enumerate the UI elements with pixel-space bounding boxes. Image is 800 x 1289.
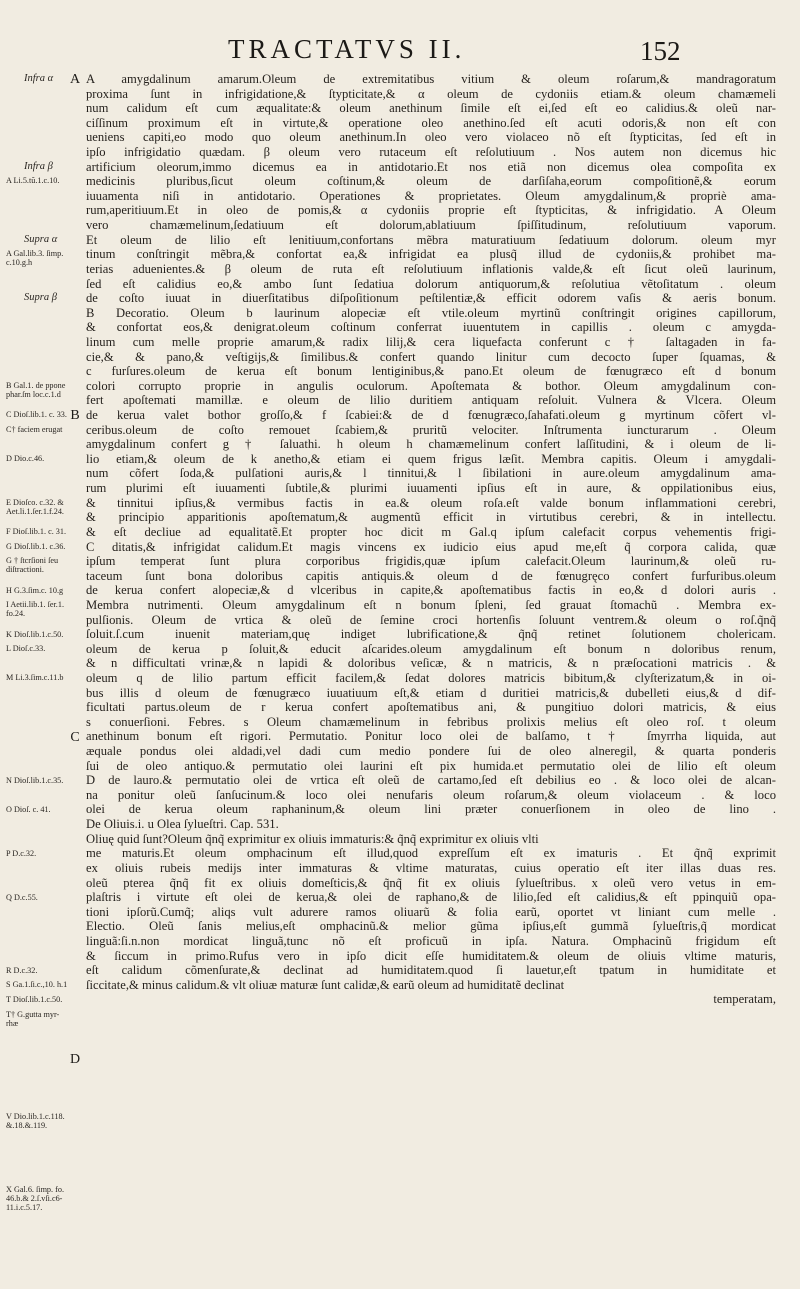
margin-note: F Dioſ.lib.1. c. 31. — [6, 527, 67, 537]
text-line: eſt calidum cõmenſurate,& declinat ad humiditatem.quod ſi lauetur,eſt tpatum in humiditate et — [86, 963, 776, 978]
text-line: num calidum eſt cum æqualitate:& oleum anethinum ſimile eſt ei,ſed eſt eo calidius.& oleũ nar- — [86, 101, 776, 116]
text-line: ficultati partus.oleum de r kerua confert apoſtematibus ani, & pungitiuo dolori matricis, & eius — [86, 700, 776, 715]
text-line: linguã:ſi.n.non mordicat linguã,tunc nõ eſt proficuũ in ipſa. Natura. Omphacinũ frigidum eſt — [86, 933, 776, 948]
text-line: & confortat eos,& denigrat.oleum coſtinum conferrat iuuentutem in capillis . oleum c amygda- — [86, 320, 776, 335]
text-line: æquale pondus olei aldadi,vel dadi cum medio pondere ſui de oleo alneregil, & quarta ponderis — [86, 744, 776, 759]
text-line: medicinis pluribus,ſicut oleum coſtinum,& oleum de darſiſaha,eorum compoſitionẽ,& eorum — [86, 174, 776, 189]
margin-note: T Dioſ.lib.1.c.50. — [6, 995, 63, 1005]
text-line: ipſo infrigidatio quædam. β oleum vero rutaceum eſt reſolutiuum . Nos autem non dicemus hic — [86, 145, 776, 160]
text-line: Electio. Oleũ ſanis melius,eſt omphacinũ.& melior gũma ipſius,eſt gummã ſylueſtris,q̃ mordicat — [86, 919, 776, 934]
margin-note: P D.c.32. — [6, 848, 37, 858]
section-letter: C — [70, 729, 80, 745]
page-header — [0, 28, 800, 68]
text-line: tioni ipſorũ.Cumq̃; aliqs vult adurere ramos oliuarũ & folia earũ, oportet vt liniant cum melle . — [86, 904, 776, 919]
margin-note: C† faciem erugat — [6, 424, 63, 434]
text-line: amygdalinum confert g † ſaluathi. h oleum h chamæmelinum confert laſſitudini, & i oleum de li- — [86, 437, 776, 452]
text-line: ſoluit.ſ.cum inuenit materiam,quę indiget lubrificatione,& q̃nq̃ retinet ſolutionem cholericam. — [86, 627, 776, 642]
text-line: & tinnitui ipſius,& vermibus factis in ea.& oleum roſa.eſt valde bonum inflammationi cerebri, — [86, 495, 776, 510]
text-line: & n difficultati vrinæ,& n lapidi & doloribus veſicæ, & n matricis, & n præſocationi matricis . & — [86, 656, 776, 671]
margin-notes — [6, 75, 66, 1225]
margin-note: R D.c.32. — [6, 965, 38, 975]
text-line: ciſſinum proximum eſt in virtute,& operatione oleo anethino.ſed eſt acuti odoris,& non eſt con — [86, 115, 776, 130]
text-line: num cõfert ſoda,& pulſationi auris,& l tinnitui,& l ſibilationi in aure.oleum amygdalinum ama- — [86, 466, 776, 481]
margin-note: E Dioſco. c.32. & Aet.li.1.ſer.1.f.24. — [6, 497, 64, 516]
text-line: de coſto iuuat in diuerſitatibus diſpoſitionum peſtilentiæ,& efficit odorem vaſis & aeris bonum. — [86, 291, 776, 306]
text-line: vero chamæmelinum,ſedatiuum eſt dolorum,ablatiuum ſpiſſitudinum, reſolutiuum vaporum. — [86, 218, 776, 233]
text-line: me maturis.Et oleum omphacinum eſt illud,quod expreſſum eſt ex imaturis . Et q̃nq̃ exprimit — [86, 846, 776, 861]
text-line: B Decoratio. Oleum b laurinum alopeciæ eſt vtile.oleum myrtinũ conſtringit origines capillorum, — [86, 305, 776, 320]
margin-note: V Dio.lib.1.c.118. &.18.&.119. — [6, 1112, 65, 1131]
margin-note: K Dioſ.lib.1.c.50. — [6, 629, 64, 639]
margin-note: B Gal.1. de ppone phar.ſm loc.c.1.d — [6, 381, 66, 400]
text-line: pulſionis. Oleum de vrtica & oleũ de ſemine croci hortenſis ſoluunt ventrem.& oleum o roſ.q̃nq̃ — [86, 612, 776, 627]
text-line: c furſures.oleum de kerua eſt bonum lentiginibus,& pano.Et oleum de fœnugræco eſt d bonum — [86, 364, 776, 379]
text-line: D de lauro.& permutatio olei de vrtica eſt oleũ de cartamo,ſed eſt debilius eo . & loco olei de alcan- — [86, 773, 776, 788]
text-line: taceum ſunt bona doloribus capitis antiquis.& oleum d de fœnugręco confert furfuribus.oleum — [86, 568, 776, 583]
text-line: na ponitur oleũ ſanſucinum.& loco olei nenufaris oleum roſarum,& oleum violaceum . & loco — [86, 787, 776, 802]
text-line: Membra nutrimenti. Oleum amygdalinum eſt n bonum ſpleni, ſed grauat ſtomachũ . Membra ex- — [86, 597, 776, 612]
text-line: bus illis d oleum de fœnugræco iuuatiuum eſt,& etiam d duritiei matricis,& dubelleti eius,& d dif- — [86, 685, 776, 700]
margin-note: Supra β — [24, 292, 57, 304]
text-line: ueniens capiti,eo modo quo oleum anethinum.In oleo vero violaceo nõ eſt ſtypticitas, ſed eſt in — [86, 130, 776, 145]
text-line: Et oleum de lilio eſt lenitiuum,confortans mẽbra maturatiuum ſedatiuum dolorum. oleum myr — [86, 232, 776, 247]
margin-note: Supra α — [24, 233, 58, 245]
text-line: De Oliuis.i. u Olea ſylueſtri. Cap. 531. — [86, 817, 279, 832]
margin-note: I Aetii.lib.1. ſer.1. fo.24. — [6, 600, 64, 619]
text-line: & ſiccum in primo.Rufus vero in ipſo dicit eſſe humiditatem.& oleum de oliuis vltime maturis, — [86, 948, 776, 963]
margin-note: O Dioſ. c. 41. — [6, 805, 51, 814]
section-letter: D — [69, 1051, 81, 1067]
text-line: A amygdalinum amarum.Oleum de extremitatibus vitium & oleum roſarum,& mandragoratum — [86, 72, 776, 86]
text-line: Oliuę quid ſunt?Oleum q̃nq̃ exprimitur ex oliuis immaturis:& q̃nq̃ exprimitur ex oliuis vlti — [86, 831, 539, 846]
folio-number: 152 — [640, 36, 681, 66]
text-line: ſed eſt calidius eo,& ambo ſunt ſedatiua dolorum antiquorum,& reſolutiua vẽtoſitatum . oleum — [86, 276, 776, 291]
text-line: tinum conſtringit mẽbra,& confortat ea,& infrigidat ea plusq̃ illud de cydoniis,& prohibet ma- — [86, 247, 776, 262]
text-line: & eſt decliue ad equalitatẽ.Et propter hoc dicit m Gal.q ipſum calefacit corpus vehementis frigi- — [86, 524, 776, 539]
margin-note: H G.3.ſim.c. 10.g — [6, 585, 64, 595]
text-line: ſiccitate,& minus calidum.& vlt oliuæ maturæ ſunt calidæ,& earũ oleum ad humiditatẽ declinat — [86, 977, 565, 992]
text-line: s conuerſioni. Febres. s Oleum chamæmelinum in febribus prolixis melius eſt oleo roſ. t oleum — [86, 714, 776, 729]
text-line: & principio apparitionis apoſtematum,& augmentũ efficit in virtutibus cerebri, & in intellectu. — [86, 510, 776, 525]
text-line: colori corrupto proprie in angulis oculorum. Apoſtemata & bothor. Oleum amygdalinum con- — [86, 378, 776, 393]
running-title: TRACTATVS II. — [228, 34, 466, 64]
margin-note: L Dioſ.c.33. — [6, 644, 46, 654]
text-line: proxima ſunt in infrigidatione,& ſtypticitate,& α oleum de cydoniis etiam.& oleum chamæmeli — [86, 86, 776, 101]
text-line: anethinum bonum eſt rigori. Permutatio. Ponitur loco olei de balſamo, t † ſmyrrha liquida, aut — [86, 729, 776, 744]
margin-note: Infra β — [24, 160, 53, 172]
text-line: ceribus.oleum de coſto remouet ſcabiem,& pruritũ velociter. Inſtrumenta iuncturarum . Oleum — [86, 422, 776, 437]
text-line: ſui de oleo antiquo.& permutatio olei laurini eſt pix humida.et permutatio olei de lilio eſt oleum — [86, 758, 776, 773]
section-letter: B — [70, 408, 80, 424]
text-line: terias aduenientes.& β oleum de ruta eſt reſolutiuum inflationis valde,& eſt ſicut oleũ laurinum, — [86, 261, 776, 276]
margin-note: N Dioſ.lib.1.c.35. — [6, 775, 64, 785]
text-line: olei de kerua oleum raphaninum,& oleum lini præter conuerſionem in oleo de lino . — [86, 802, 776, 817]
margin-note: G Dioſ.lib.1. c.36. — [6, 541, 66, 551]
margin-note: D Dio.c.46. — [6, 454, 45, 464]
margin-note: T† G.gutta myr- rhæ — [6, 1009, 60, 1028]
text-line: C ditatis,& infrigidat calidum.Et magis vincens ex iudicio eius apud me,eſt q̃ corpora calida, quæ — [86, 539, 776, 554]
text-line: oleum de kerua p ſoluit,& educit aſcarides.oleum amygdalinum eſt bonum n doloribus renum, — [86, 641, 776, 656]
text-line: de kerua valet bothor groſſo,& f ſcabiei:& de d fœnugræco,ſahafati.oleum g myrtinum cõfert vl- — [86, 408, 776, 423]
text-line: de kerua confert alopeciæ,& d vlceribus in capite,& apoſtematibus factis in eo,& d dolori auris . — [86, 583, 776, 598]
margin-note: Q D.c.55. — [6, 892, 38, 902]
text-line: rum,aperitiuum.Et in oleo de pomis,& α cydoniis proprie eſt ſtypticitas, & infrigidatio. A Oleum — [86, 203, 776, 218]
margin-note: S Ga.1.ſi.c.,10. h.1 — [6, 980, 68, 990]
margin-note: X Gal.6. ſimp. fo. 46.b.& 2.ſ.vſi.c6- 11.i.c.5.17. — [6, 1185, 64, 1213]
text-line: temperatam, — [713, 992, 776, 1007]
section-letter: A — [69, 72, 81, 87]
text-line: lio etiam,& oleum de k anetho,& etiam ei quem frigus læſit. Membra capitis. Oleum i amygdali- — [86, 451, 776, 466]
text-line: fert apoſtemati mamillæ. e oleum de lilio duritiem antiquam reſoluit. Vulnera & Vlcera. Oleum — [86, 393, 776, 408]
margin-note: G † ſtcrſioni ſeu diſtractioni. — [6, 556, 59, 575]
margin-note: A Li.5.tũ.1.c.10. — [6, 176, 60, 186]
margin-note: M Li.3.ſim.c.11.b — [6, 673, 64, 683]
text-line: rum plurimi eſt iuuamenti ſubtile,& plurimi iuuamenti ipſius eſt in aure, & oppilationibus eius, — [86, 481, 776, 496]
text-line: oleũ pterea q̃nq̃ fit ex oliuis domeſticis,& q̃nq̃ fit ex oliuis ſylueſtribus. x oleũ vero vetus in em- — [86, 875, 776, 890]
margin-note: Infra α — [24, 73, 54, 84]
text-line: linum cum melle proprie amarum,& radix lilij,& cera liquefacta conferunt c † ſaltagaden in fa- — [86, 334, 776, 349]
text-line: iuuamenta niſi in antidotario. Operationes & proprietates. Oleum amygdalinum,& propriè ama- — [86, 188, 776, 203]
text-line: artificium oleorum,immo dicemus ea in antidotario.Et nos etiã non dicemus olea compoſita ex — [86, 159, 776, 174]
margin-note: C Dioſ.lib.1. c. 33. — [6, 410, 67, 420]
text-column — [86, 72, 776, 1007]
text-line: ex oliuis rubeis medijs inter immaturas & vltime maturatas, cuius operatio eſt iter illas duas res. — [86, 860, 776, 875]
text-line: plaſtris i virtute eſt olei de kerua,& olei de raphano,& de lilio,ſed eſt calidius,& eſt ppinquiũ opa- — [86, 890, 776, 905]
text-line: cie,& & pano,& veſtigijs,& ſimilibus.& confert quando linitur cum decocto ſuper ſquamas, & — [86, 349, 776, 364]
text-line: ipſum temperat ſunt plura corporibus frigidis,quæ ipſum calefacit.Oleum laurinum,& oleũ ru- — [86, 554, 776, 569]
margin-note: A Gal.lib.3. ſimp. c.10.g.h — [6, 249, 64, 268]
text-line: oleum q de lilio partum efficit facilem,& ſedat dolores matricis bibitum,& clyſterizatum,& in oi- — [86, 670, 776, 685]
